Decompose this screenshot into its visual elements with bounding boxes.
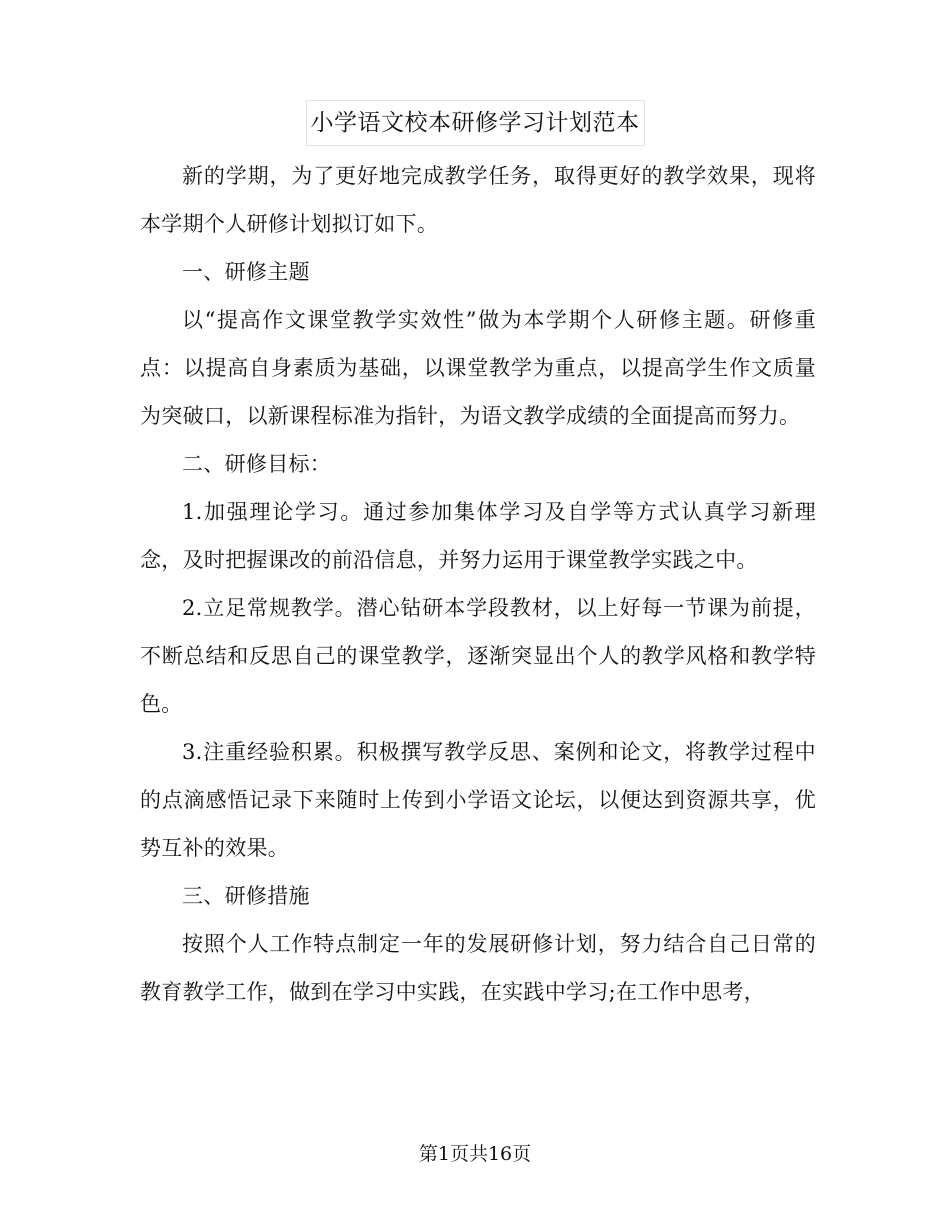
measures-paragraph: 按照个人工作特点制定一年的发展研修计划，努力结合自己日常的教育教学工作，做到在学习中实践，在实践中学习;在工作中思考， <box>140 932 816 1004</box>
intro-paragraph: 新的学期，为了更好地完成教学任务，取得更好的教学效果，现将本学期个人研修计划拟订如下。 <box>140 164 816 236</box>
page-number: 第1页共16页 <box>418 1143 532 1165</box>
section-heading-goals: 二、研修目标： <box>182 452 332 476</box>
goal-item-1: 1.加强理论学习。通过参加集体学习及自学等方式认真学习新理念，及时把握课改的前沿信息，并努力运用于课堂教学实践之中。 <box>140 500 816 572</box>
goal-item-2: 2.立足常规教学。潜心钻研本学段教材，以上好每一节课为前提，不断总结和反思自己的课堂教学，逐渐突显出个人的教学风格和教学特色。 <box>140 596 816 716</box>
goal-item-3: 3.注重经验积累。积极撰写教学反思、案例和论文，将教学过程中的点滴感悟记录下来随时上传到小学语文论坛，以便达到资源共享，优势互补的效果。 <box>140 740 816 860</box>
theme-paragraph: 以“提高作文课堂教学实效性”做为本学期个人研修主题。研修重点：以提高自身素质为基础，以课堂教学为重点，以提高学生作文质量为突破口，以新课程标准为指针，为语文教学成绩的全面提高而努力。 <box>140 308 816 428</box>
section-heading-theme: 一、研修主题 <box>182 260 310 284</box>
section-heading-measures: 三、研修措施 <box>182 884 310 908</box>
document-body <box>140 152 816 1016</box>
title-container <box>0 100 950 146</box>
document-title: 小学语文校本研修学习计划范本 <box>306 100 645 146</box>
